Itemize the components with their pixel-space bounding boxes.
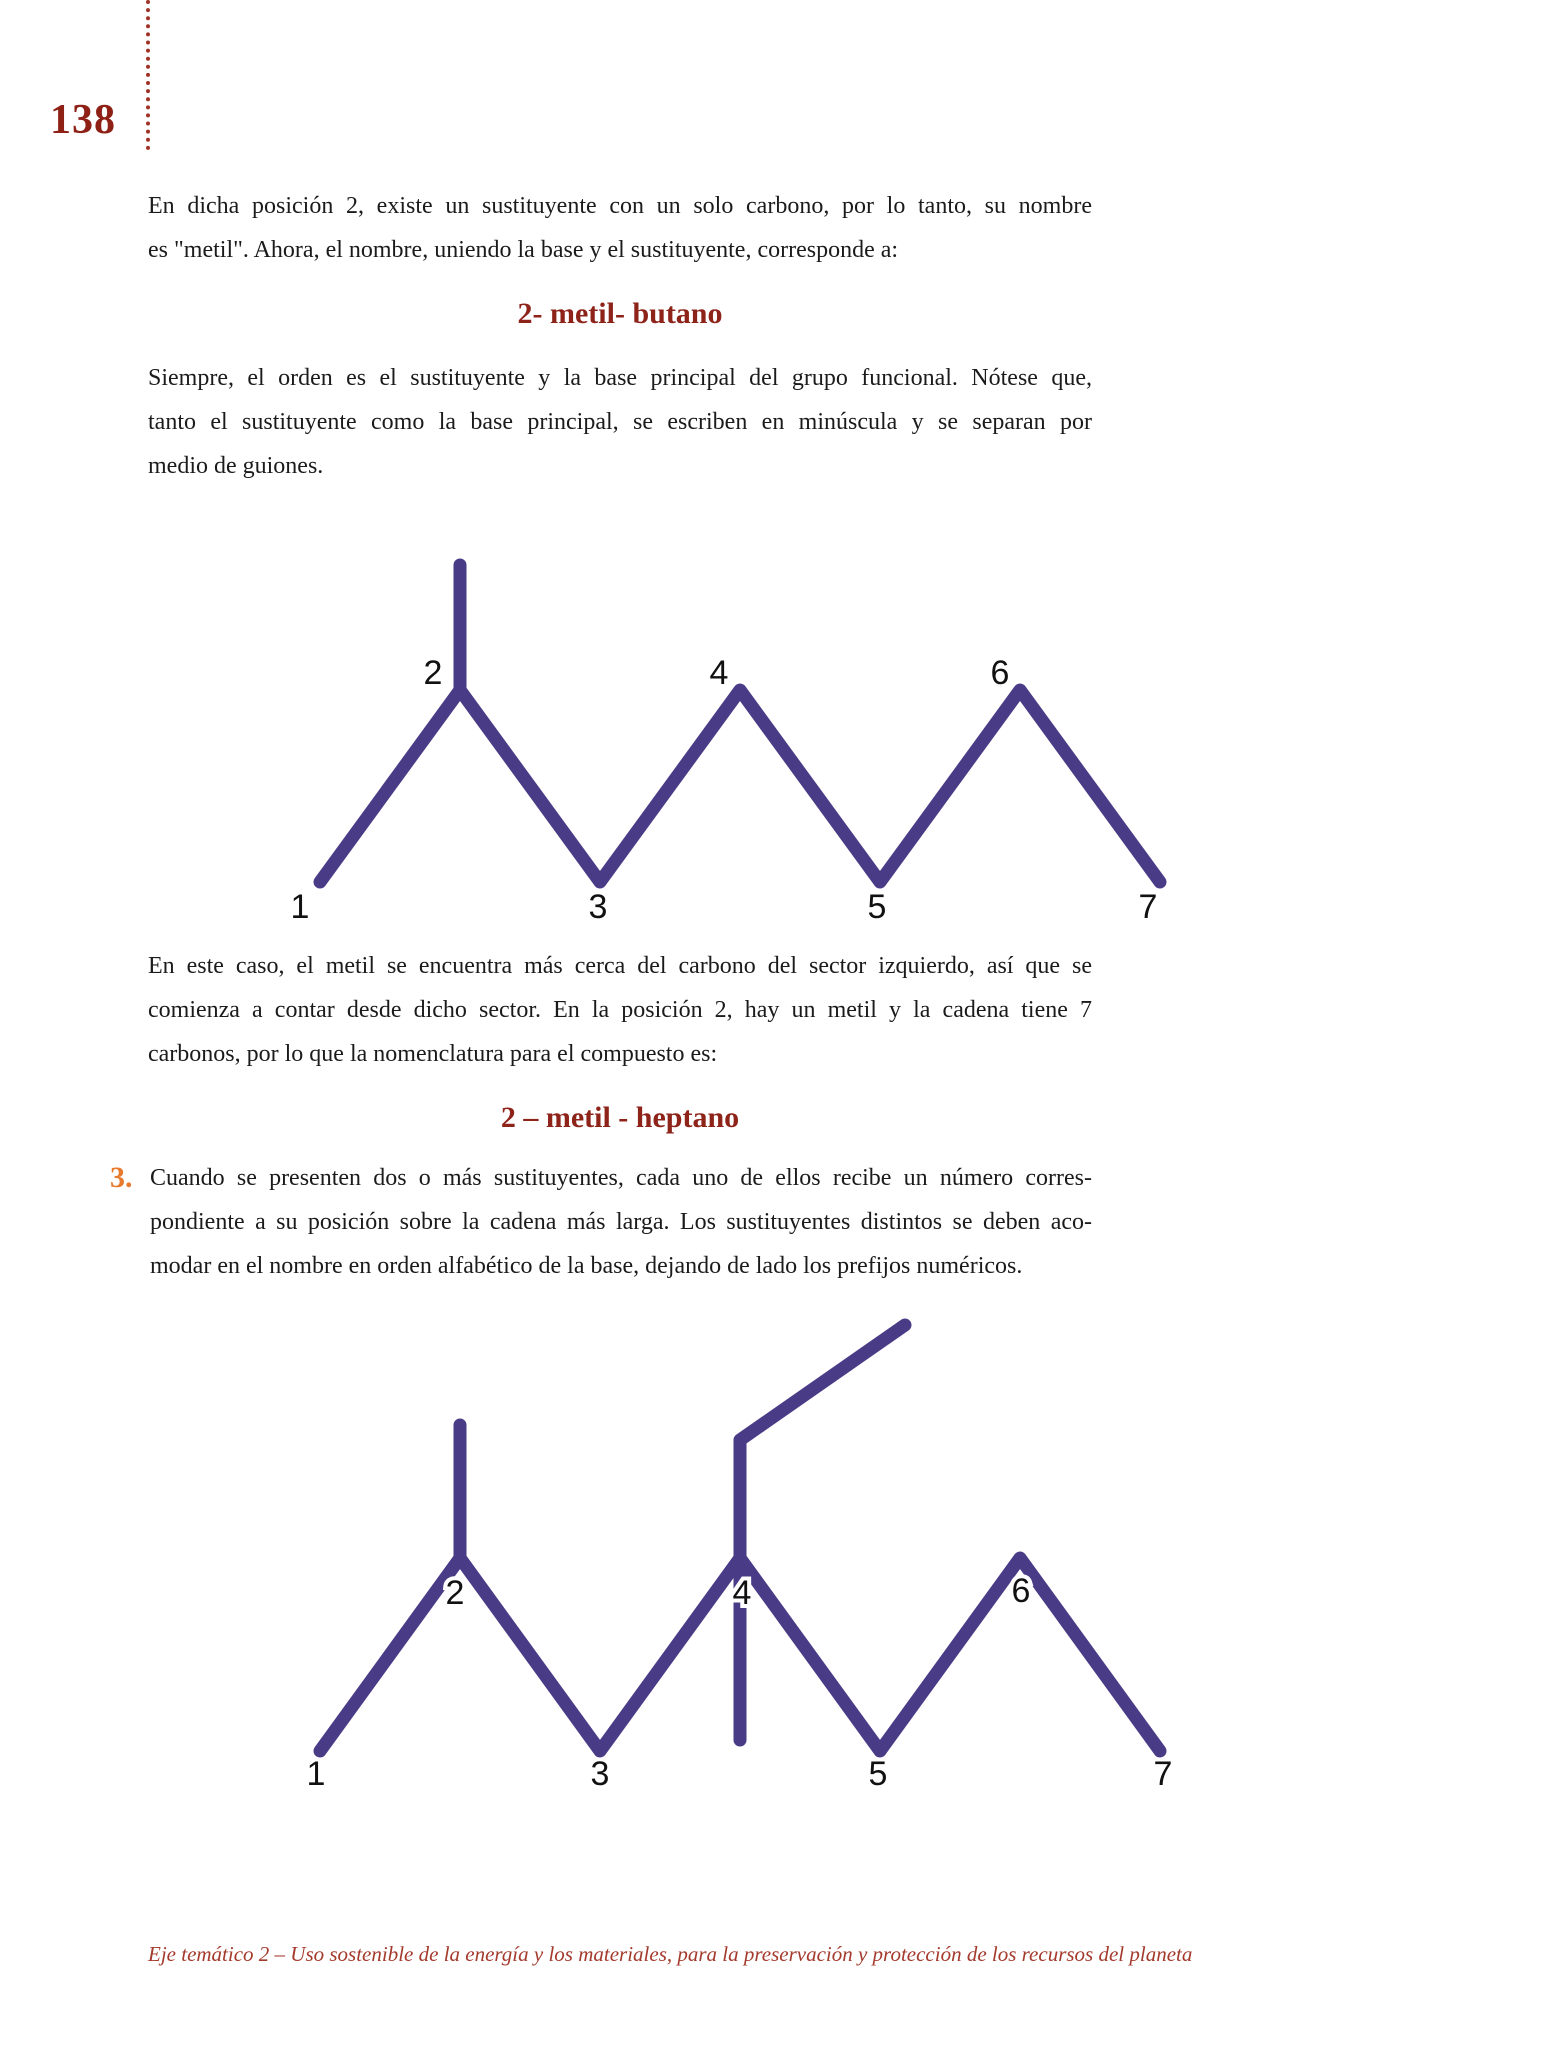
paragraph-intro [148,184,1092,272]
list-item-3 [110,1156,1092,1288]
paragraph-line: pondiente a su posición sobre la cadena más larga. Los sustituyentes distintos se deben aco- [150,1209,1092,1235]
carbon-label: 1 [290,888,310,926]
structure-diagram-methyl-heptane [0,540,1564,935]
carbon-label: 1 [306,1755,326,1793]
nomenclature-heading-heptano: 2 – metil - heptano [500,1101,740,1134]
carbon-label: 4 [709,654,729,692]
paragraph-rule-order [148,356,1092,488]
paragraph-counting [148,944,1092,1076]
carbon-label: 3 [590,1755,610,1793]
carbon-label: 5 [868,1755,888,1793]
paragraph-line: tanto el sustituyente como la base principal, se escriben en minúscula y se separan por [148,409,1092,435]
paragraph-line: Siempre, el orden es el sustituyente y la base principal del grupo funcional. Nótese que, [148,365,1092,391]
list-item-marker: 3. [110,1161,133,1194]
page-number: 138 [50,97,116,143]
structure-diagram-disubstituted [0,1290,1564,1805]
paragraph-line: comienza a contar desde dicho sector. En la posición 2, hay un metil y la cadena tiene 7 [148,997,1092,1023]
carbon-chain-line [320,690,1160,882]
carbon-label: 6 [1011,1572,1031,1610]
margin-dotted-line [146,0,150,150]
paragraph-line: carbonos, por lo que la nomenclatura para el compuesto es: [148,1041,718,1067]
carbon-label: 7 [1153,1755,1173,1793]
nomenclature-heading-butano: 2- metil- butano [517,297,723,330]
paragraph-line: medio de guiones. [148,453,324,479]
paragraph-line: En dicha posición 2, existe un sustituyente con un solo carbono, por lo tanto, su nombre [148,193,1092,219]
page-footer: Eje temático 2 – Uso sostenible de la energía y los materiales, para la preservación y protección de los recursos del planeta [148,1942,1193,1966]
carbon-label: 3 [588,888,608,926]
carbon-label: 6 [990,654,1010,692]
paragraph-line: Cuando se presenten dos o más sustituyentes, cada uno de ellos recibe un número corres- [150,1165,1092,1191]
paragraph-line: En este caso, el metil se encuentra más cerca del carbono del sector izquierdo, así que se [148,953,1092,979]
paragraph-line: es "metil". Ahora, el nombre, uniendo la base y el sustituyente, corresponde a: [148,237,899,263]
carbon-label: 5 [867,888,887,926]
paragraph-line: modar en el nombre en orden alfabético de la base, dejando de lado los prefijos numéricos. [150,1253,1023,1279]
carbon-label: 4 [732,1574,752,1612]
list-item-text [150,1156,1092,1288]
carbon-label: 2 [445,1574,465,1612]
carbon-label: 2 [423,654,443,692]
carbon-label: 7 [1138,888,1158,926]
